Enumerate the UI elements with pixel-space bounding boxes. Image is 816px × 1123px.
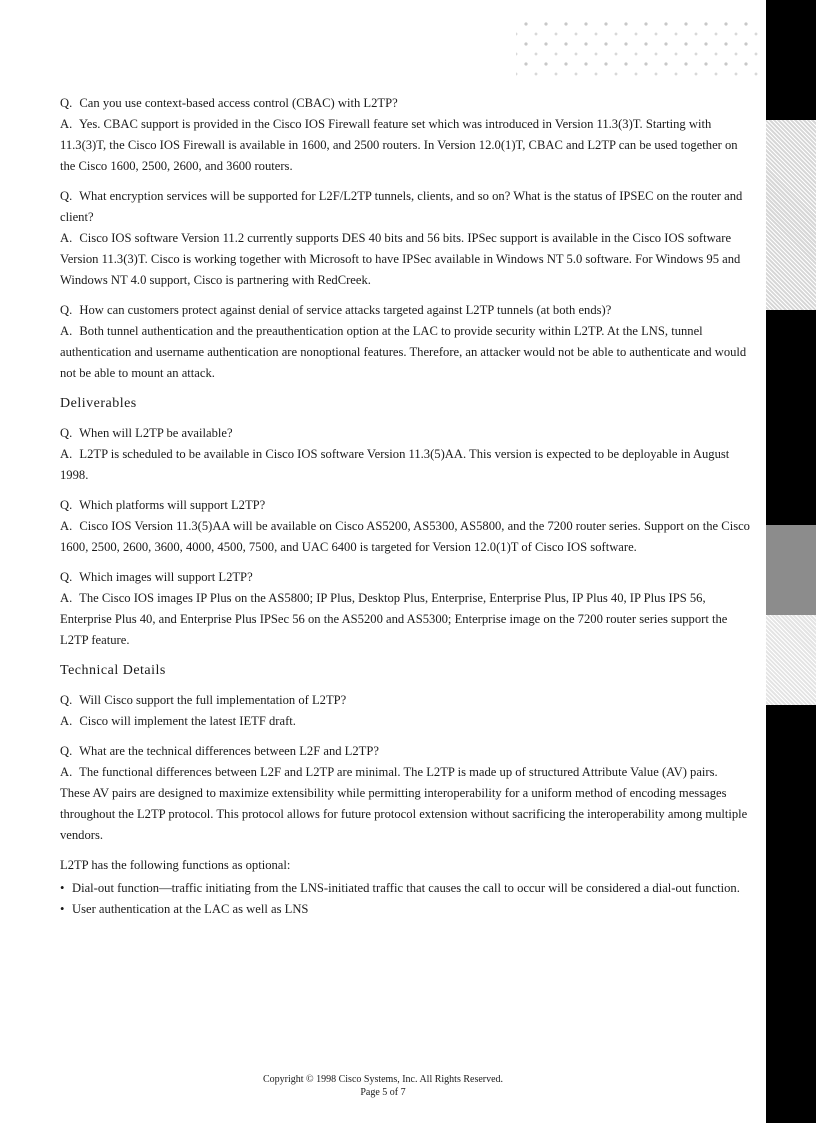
section-heading-technical-details: Technical Details	[60, 663, 166, 678]
question: Q. Which images will support L2TP?	[60, 570, 253, 584]
question: Q. Can you use context-based access control (CBAC) with L2TP?	[60, 96, 398, 110]
page-content	[60, 93, 750, 920]
answer: A. The Cisco IOS images IP Plus on the AS5800; IP Plus, Desktop Plus, Enterprise, Enterprise Plus, IP Plus 40, IP Plus IPS 56, Enterprise Plus 40, and Enterprise Plus IPSec 56 on the AS5200 and AS5300; Enterprise image on the 7200 router series support the L2TP feature.	[60, 591, 728, 647]
qa-item	[60, 93, 750, 177]
side-tab-gray	[766, 525, 816, 615]
answer: A. Yes. CBAC support is provided in the Cisco IOS Firewall feature set which was introduced in Version 11.3(3)T. Starting with 11.3(3)T, the Cisco IOS Firewall is available in 1600, and 2500 routers. In Version 12.0(1)T, CBAC and L2TP can be used together on the Cisco 1600, 2500, 2600, and 3600 routers.	[60, 117, 738, 173]
answer: A. Cisco IOS Version 11.3(5)AA will be available on Cisco AS5200, AS5300, AS5800, and the 7200 router series. Support on the Cisco 1600, 2500, 2600, 3600, 4000, 4500, 7500, and UAC 6400 is targeted for Version 12.0(1)T of Cisco IOS software.	[60, 519, 750, 554]
section-heading-deliverables: Deliverables	[60, 396, 137, 411]
list-item: • Dial-out function—traffic initiating from the LNS-initiated traffic that causes the call to occur will be considered a dial-out function.	[60, 878, 750, 899]
answer: A. Cisco will implement the latest IETF draft.	[60, 714, 296, 728]
copyright-notice: Copyright © 1998 Cisco Systems, Inc. All Rights Reserved.	[262, 1074, 504, 1085]
page-number: Page 5 of 7	[360, 1087, 406, 1098]
question: Q. Will Cisco support the full implementation of L2TP?	[60, 693, 347, 707]
answer: A. Cisco IOS software Version 11.2 currently supports DES 40 bits and 56 bits. IPSec support is available in the Cisco IOS software Version 11.3(3)T. Cisco is working together with Microsoft to have IPSec available in Windows NT 5.0 software. For Windows 95 and Windows NT 4.0 support, Cisco is partnering with RedCreek.	[60, 231, 741, 287]
qa-item	[60, 690, 750, 732]
question: Q. Which platforms will support L2TP?	[60, 498, 266, 512]
side-tab-hatched-lower	[766, 615, 816, 705]
optional-functions-list	[60, 878, 750, 920]
qa-item	[60, 300, 750, 384]
qa-item	[60, 186, 750, 291]
qa-item	[60, 741, 750, 846]
question: Q. What encryption services will be supported for L2F/L2TP tunnels, clients, and so on? What is the status of IPSEC on the router and client?	[60, 189, 743, 224]
question: Q. What are the technical differences between L2F and L2TP?	[60, 744, 379, 758]
qa-item	[60, 495, 750, 558]
side-tab-hatched-upper	[766, 120, 816, 310]
question: Q. When will L2TP be available?	[60, 426, 233, 440]
answer: A. L2TP is scheduled to be available in Cisco IOS software Version 11.3(5)AA. This version is expected to be deployable in August 1998.	[60, 447, 730, 482]
dot-pattern-decoration-offset	[516, 24, 766, 80]
optional-functions-intro: L2TP has the following functions as optional:	[60, 858, 291, 872]
page-footer	[0, 1073, 766, 1099]
answer: A. The functional differences between L2F and L2TP are minimal. The L2TP is made up of structured Attribute Value (AV) pairs. These AV pairs are designed to maximize extensibility while permitting interoperability for a uniform method of encoding messages throughout the L2TP protocol. This protocol allows for future protocol extension without sacrificing the interoperability among multiple vendors.	[60, 765, 748, 842]
qa-item	[60, 567, 750, 651]
question: Q. How can customers protect against denial of service attacks targeted against L2TP tunnels (at both ends)?	[60, 303, 612, 317]
answer: A. Both tunnel authentication and the preauthentication option at the LAC to provide security within L2TP. At the LNS, tunnel authentication and username authentication are nonoptional features. Therefore, an attacker would not be able to authenticate and would not be able to mount an attack.	[60, 324, 747, 380]
list-item: • User authentication at the LAC as well as LNS	[60, 899, 750, 920]
qa-item	[60, 423, 750, 486]
